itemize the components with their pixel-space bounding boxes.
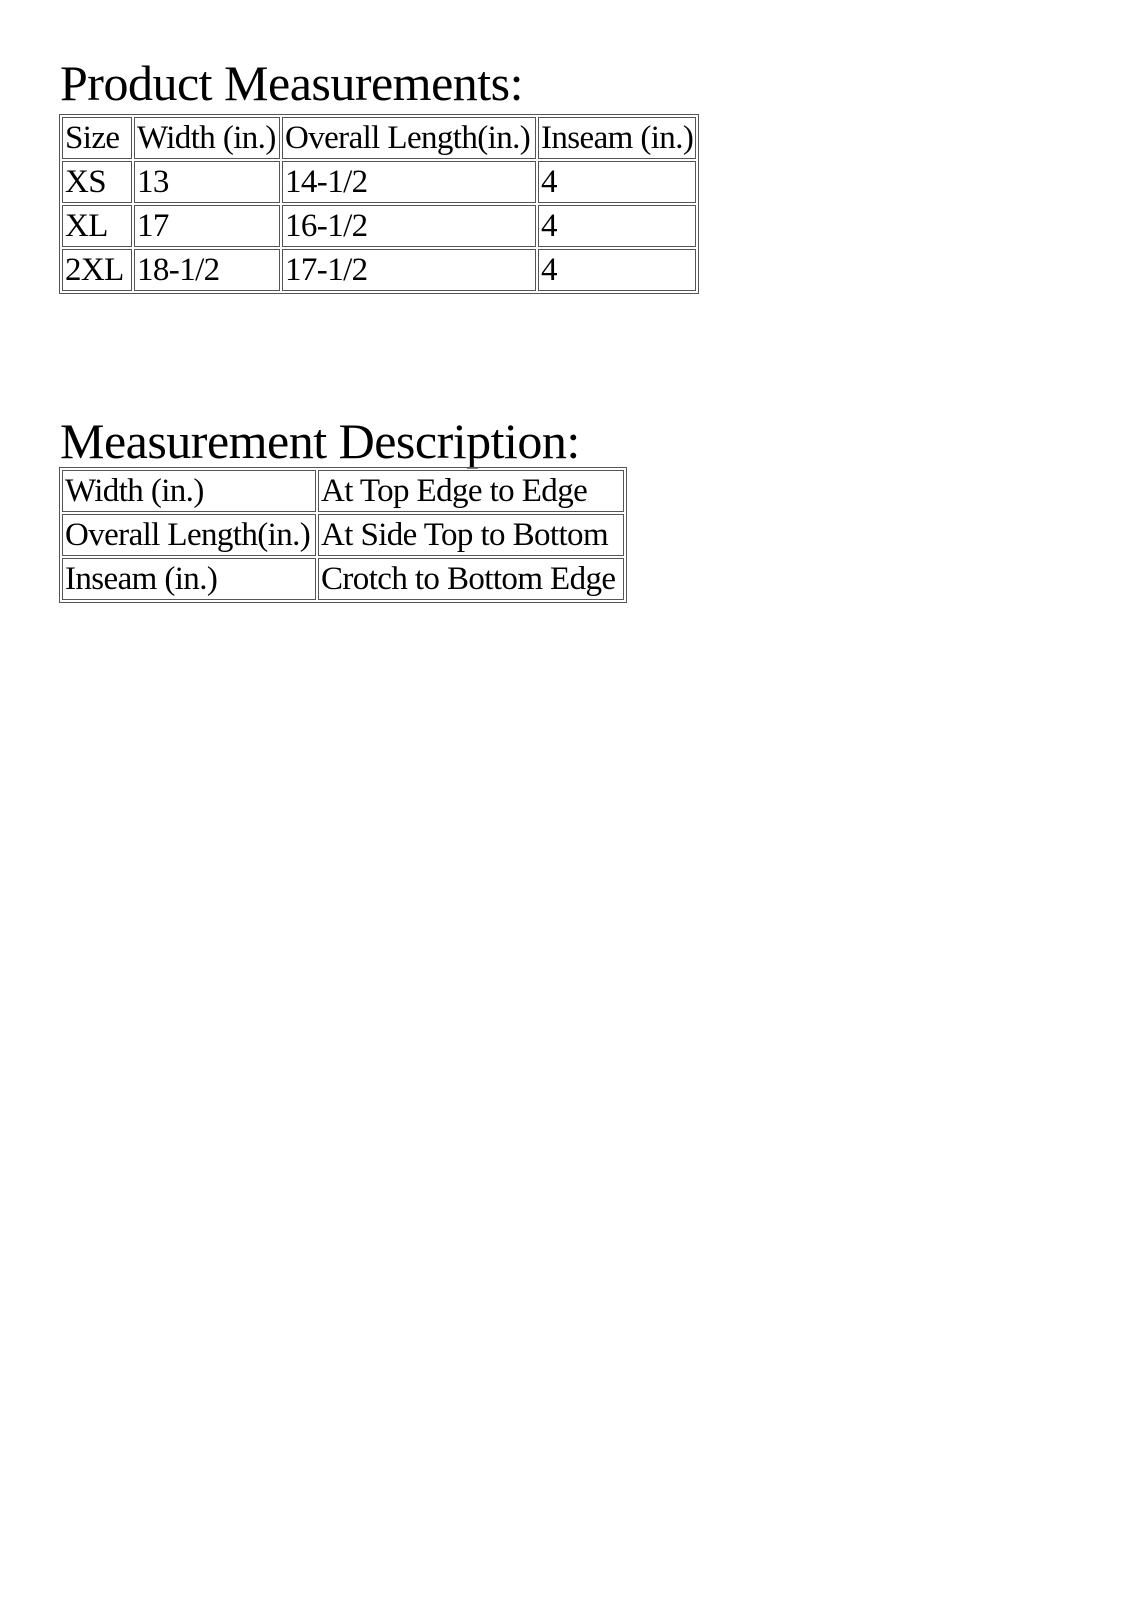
cell-overall-length: 14-1/2	[282, 161, 536, 203]
table-row	[62, 514, 624, 556]
cell-overall-length: 17-1/2	[282, 249, 536, 291]
cell-width: 18-1/2	[134, 249, 280, 291]
cell-width: 17	[134, 205, 280, 247]
table-row	[62, 558, 624, 600]
cell-size: 2XL	[62, 249, 132, 291]
table-row	[62, 249, 696, 291]
cell-measurement-description: At Side Top to Bottom	[318, 514, 624, 556]
cell-measurement-name: Width (in.)	[62, 470, 316, 512]
cell-inseam: 4	[538, 205, 696, 247]
cell-size: XL	[62, 205, 132, 247]
cell-size: XS	[62, 161, 132, 203]
cell-overall-length: 16-1/2	[282, 205, 536, 247]
product-measurements-table	[59, 114, 699, 294]
table-row	[62, 470, 624, 512]
product-measurements-title: Product Measurements:	[60, 55, 524, 111]
cell-measurement-name: Inseam (in.)	[62, 558, 316, 600]
header-width: Width (in.)	[134, 117, 280, 159]
header-size: Size	[62, 117, 132, 159]
table-row	[62, 205, 696, 247]
cell-measurement-description: At Top Edge to Edge	[318, 470, 624, 512]
table-row	[62, 161, 696, 203]
table-header-row	[62, 117, 696, 159]
measurement-description-title: Measurement Description:	[60, 413, 580, 469]
header-overall-length: Overall Length(in.)	[282, 117, 536, 159]
cell-measurement-name: Overall Length(in.)	[62, 514, 316, 556]
header-inseam: Inseam (in.)	[538, 117, 696, 159]
cell-inseam: 4	[538, 161, 696, 203]
cell-measurement-description: Crotch to Bottom Edge	[318, 558, 624, 600]
measurement-description-table	[59, 467, 627, 603]
cell-inseam: 4	[538, 249, 696, 291]
cell-width: 13	[134, 161, 280, 203]
